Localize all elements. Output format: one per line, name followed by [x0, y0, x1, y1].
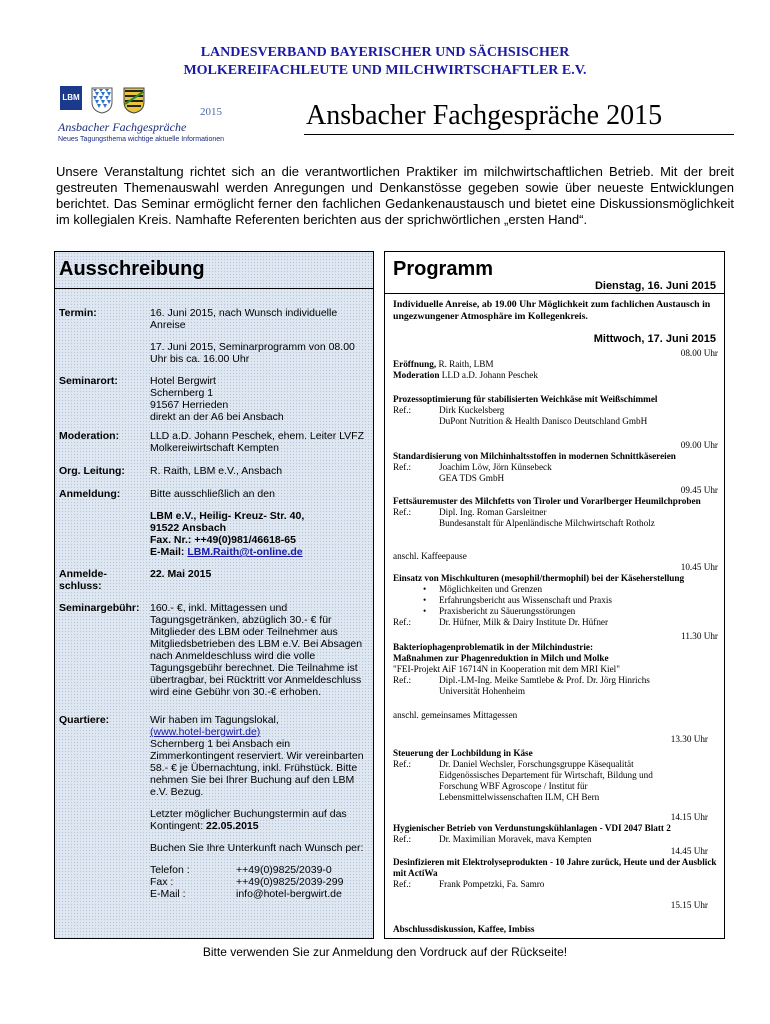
session-8-speaker: Frank Pompetzki, Fa. Samro: [439, 879, 545, 889]
programm-title: Programm: [393, 258, 494, 280]
session-8: [393, 846, 718, 890]
logo-year: 2015: [200, 106, 222, 118]
session-3-title: Fettsäuremuster des Milchfetts von Tiroler und Vorarlberger Heumilchproben: [393, 496, 701, 506]
fax-label: Fax :: [150, 876, 174, 888]
session-4-topic-2: • Erfahrungsbericht aus Wissenschaft und Praxis: [439, 595, 718, 606]
day1-text: Individuelle Anreise, ab 19.00 Uhr Möglichkeit zum fachlichen Austausch in ungezwungener Atmosphäre im Kollegenkreis.: [393, 299, 711, 322]
moderation-prog-value: LLD a.D. Johann Peschek: [439, 370, 538, 380]
header-line-1: LANDESVERBAND BAYERISCHER UND SÄCHSISCHER: [200, 45, 570, 60]
session-3-speaker: Dipl. Ing. Roman Garsleitner: [439, 507, 547, 517]
logo-group: [58, 86, 248, 156]
time-0800: 08.00 Uhr: [680, 348, 718, 358]
telefon-label: Telefon :: [150, 864, 190, 876]
session-5-title-1: Bakteriophagenproblematik in der Milchindustrie:: [393, 642, 594, 652]
time-1415: 14.15 Uhr: [670, 812, 708, 822]
time-0900: 09.00 Uhr: [680, 440, 718, 450]
telefon-value: ++49(0)9825/2039-0: [236, 864, 332, 876]
session-1: [393, 394, 718, 427]
programm-rule: [385, 293, 724, 294]
termin-day1: 16. Juni 2015, nach Wunsch individuelle Anreise: [150, 307, 338, 331]
session-4: [393, 562, 718, 628]
anmeldeschluss-label: Anmelde-schluss:: [59, 568, 107, 592]
email-value: info@hotel-bergwirt.de: [236, 888, 342, 900]
bavaria-crest-icon: [90, 86, 114, 114]
ausschreibung-rule: [55, 288, 373, 289]
session-6-speaker: Dr. Daniel Wechsler, Forschungsgruppe Käsequalität: [439, 759, 634, 769]
session-6-ref-label: Ref.:: [393, 759, 412, 769]
time-0945: 09.45 Uhr: [680, 485, 718, 495]
title-underline: [304, 134, 734, 135]
session-6: [393, 734, 718, 803]
session-5: [393, 631, 718, 697]
anmeldung-intro: Bitte ausschließlich an den: [150, 488, 275, 500]
session-7-ref-label: Ref.:: [393, 834, 412, 844]
session-3: [393, 485, 718, 529]
session-opening: [393, 348, 718, 381]
session-5-org: Universität Hohenheim: [439, 686, 525, 696]
session-5-title-2: Maßnahmen zur Phagenreduktion in Milch und Molke: [393, 653, 609, 663]
hotel-website-link[interactable]: (www.hotel-bergwirt.de): [150, 726, 261, 738]
session-7-speaker: Dr. Maximilian Moravek, mava Kempten: [439, 834, 592, 844]
buchungstermin-date: 22.05.2015: [206, 820, 259, 832]
buchen-text: Buchen Sie Ihre Unterkunft nach Wunsch per:: [150, 842, 364, 854]
session-3-ref-label: Ref.:: [393, 507, 412, 517]
logo-subtitle: Neues Tagungsthema wichtige aktuelle Informationen: [58, 136, 225, 143]
session-2-org: GEA TDS GmbH: [439, 473, 505, 483]
session-1-speaker: Dirk Kuckelsberg: [439, 405, 505, 415]
intro-paragraph: Unsere Veranstaltung richtet sich an die verantwortlichen Praktiker im milchwirtschaftlichen Betrieb. Mit der breit gestreuten Themenauswahl werden Anregungen und Denkanstösse gegeben sowie über neueste Entwicklungen berichtet. Das Seminar ermöglicht ferner den fachlichen Gedankenaustausch und bietet eine Diskussionsmöglichkeit im kollegialen Kreis. Namhafte Referenten berichten aus der sprichwörtlichen „ersten Hand“.: [56, 164, 734, 227]
eroeffnung-label: Eröffnung,: [393, 359, 437, 369]
anmeldung-address-1: LBM e.V., Heilig- Kreuz- Str. 40,: [150, 510, 305, 522]
ort-line-2: Schernberg 1: [150, 387, 214, 399]
footer-note: Bitte verwenden Sie zur Anmeldung den Vordruck auf der Rückseite!: [202, 945, 568, 959]
anmeldung-email-link[interactable]: LBM.Raith@t-online.de: [187, 546, 303, 558]
session-6-title: Steuerung der Lochbildung in Käse: [393, 748, 533, 758]
session-4-ref-label: Ref.:: [393, 617, 412, 627]
session-4-topic-3: • Praxisbericht zu Säuerungsstörungen: [439, 606, 718, 617]
ort-line-4: direkt an der A6 bei Ansbach: [150, 411, 284, 423]
kaffeepause: anschl. Kaffeepause: [393, 551, 467, 561]
hotel-contact: [150, 864, 370, 900]
moderation-prog-label: Moderation: [393, 370, 440, 380]
saxony-crest-icon: [122, 86, 146, 114]
lbm-logo: LBM: [60, 86, 82, 110]
session-1-title: Prozessoptimierung für stabilisierten Weichkäse mit Weißschimmel: [393, 394, 658, 404]
session-8-ref-label: Ref.:: [393, 879, 412, 889]
ausschreibung-box: [54, 251, 374, 939]
day1-heading: Dienstag, 16. Juni 2015: [594, 280, 716, 292]
ort-line-1: Hotel Bergwirt: [150, 375, 216, 387]
quartier-intro: Wir haben im Tagungslokal,: [150, 714, 279, 726]
email-label: E-Mail :: [150, 888, 186, 900]
anmeldung-email-line: [150, 546, 370, 558]
logo-wordmark: Ansbacher Fachgespräche: [58, 120, 187, 134]
seminarort-label: Seminarort:: [59, 375, 118, 387]
buchungstermin-text: Letzter möglicher Buchungstermin auf das Kontingent:: [150, 808, 347, 832]
anmeldung-fax: Fax. Nr.: ++49(0)981/46618-65: [150, 534, 296, 546]
anmeldung-email-label: E-Mail:: [150, 546, 188, 558]
session-5-ref-label: Ref.:: [393, 675, 412, 685]
time-1330: 13.30 Uhr: [670, 734, 708, 744]
ort-line-3: 91567 Herrieden: [150, 399, 229, 411]
page-title: Ansbacher Fachgespräche 2015: [306, 100, 663, 131]
anmeldung-label: Anmeldung:: [59, 488, 121, 500]
programm-box: [384, 251, 725, 939]
mittagessen: anschl. gemeinsames Mittagessen: [393, 710, 518, 720]
termin-day2: 17. Juni 2015, Seminarprogramm von 08.00 Uhr bis ca. 16.00 Uhr: [150, 341, 355, 365]
session-5-speaker: Dipl.-LM-Ing. Meike Samtlebe & Prof. Dr. Jörg Hinrichs: [439, 675, 650, 685]
session-6-org-1: Eidgenössisches Departement für Wirtschaft, Bildung und: [439, 770, 653, 780]
seminargebuehr-value: 160.- €, inkl. Mittagessen und Tagungsgetränken, abzüglich 30.- € für Mitglieder des LBM oder Teilnehmer aus Mitgliedsbetrieben des LBM e.V. Bei Absagen nach Anmeldeschluss wird die volle Tagungsgebühr berechnet. Die Teilnahme ist übertragbar, bei Rücktritt vor Anmeldeschluss wird eine Gebühr von 30.-€ erhoben.: [150, 602, 363, 698]
session-4-title: Einsatz von Mischkulturen (mesophil/thermophil) bei der Käseherstellung: [393, 573, 685, 583]
time-1515: 15.15 Uhr: [670, 900, 708, 910]
session-4-speaker: Dr. Hüfner, Milk & Dairy Institute Dr. Hüfner: [439, 617, 609, 627]
session-1-ref-label: Ref.:: [393, 405, 412, 415]
fax-value: ++49(0)9825/2039-299: [236, 876, 344, 888]
time-1445: 14.45 Uhr: [670, 846, 708, 856]
session-2-title: Standardisierung von Milchinhaltsstoffen in modernen Schnittkäsereien: [393, 451, 676, 461]
session-3-org: Bundesanstalt für Alpenländische Milchwirtschaft Rotholz: [439, 518, 655, 528]
session-2-speaker: Joachim Löw, Jörn Künsebeck: [439, 462, 552, 472]
quartiere-label: Quartiere:: [59, 714, 110, 726]
session-5-project: "FEI-Projekt AiF 16714N in Kooperation mit dem MRI Kiel": [393, 664, 620, 674]
time-1045: 10.45 Uhr: [680, 562, 718, 572]
session-8-title: Desinfizieren mit Elektrolyseprodukten - 10 Jahre zurück, Heute und der Ausblick mit ActiWa: [393, 857, 717, 878]
seminargebuehr-label: Seminargebühr:: [59, 602, 140, 614]
association-header: [0, 44, 770, 80]
anmeldung-address-2: 91522 Ansbach: [150, 522, 227, 534]
session-6-org-2: Forschung WBF Agroscope / Institut für: [439, 781, 588, 791]
session-2: [393, 440, 718, 484]
moderation-value: LLD a.D. Johann Peschek, ehem. Leiter LVFZ Molkereiwirtschaft Kempten: [150, 430, 364, 454]
session-7-title: Hygienischer Betrieb von Verdunstungskühlanlagen - VDI 2047 Blatt 2: [393, 823, 671, 833]
termin-label: Termin:: [59, 307, 97, 319]
day2-heading: Mittwoch, 17. Juni 2015: [593, 333, 716, 345]
session-6-org-3: Lebensmittelwissenschaften ILM, CH Bern: [439, 792, 600, 802]
quartier-details: Schernberg 1 bei Ansbach ein Zimmerkontingent reserviert. Wir vereinbarten 58.- € je Übernachtung, inkl. Frühstück. Bitte nehmen Sie bei Ihrer Buchung auf den LBM e.V. Bezug.: [150, 738, 364, 798]
anmeldeschluss-value: 22. Mai 2015: [150, 568, 212, 580]
session-7: [393, 812, 718, 845]
abschluss: Abschlussdiskussion, Kaffee, Imbiss: [393, 924, 535, 934]
session-4-topic-1: • Möglichkeiten und Grenzen: [439, 584, 718, 595]
header-line-2: MOLKEREIFACHLEUTE UND MILCHWIRTSCHAFTLER E.V.: [183, 63, 587, 78]
eroeffnung-value: R. Raith, LBM: [436, 359, 494, 369]
orgleitung-label: Org. Leitung:: [59, 465, 125, 477]
session-closing: [393, 900, 718, 911]
time-1130: 11.30 Uhr: [681, 631, 718, 641]
session-2-ref-label: Ref.:: [393, 462, 412, 472]
session-4-topics: [393, 584, 718, 617]
orgleitung-value: R. Raith, LBM e.V., Ansbach: [150, 465, 283, 477]
session-1-org: DuPont Nutrition & Health Danisco Deutschland GmbH: [439, 416, 648, 426]
moderation-label: Moderation:: [59, 430, 120, 442]
ausschreibung-title: Ausschreibung: [59, 258, 205, 280]
